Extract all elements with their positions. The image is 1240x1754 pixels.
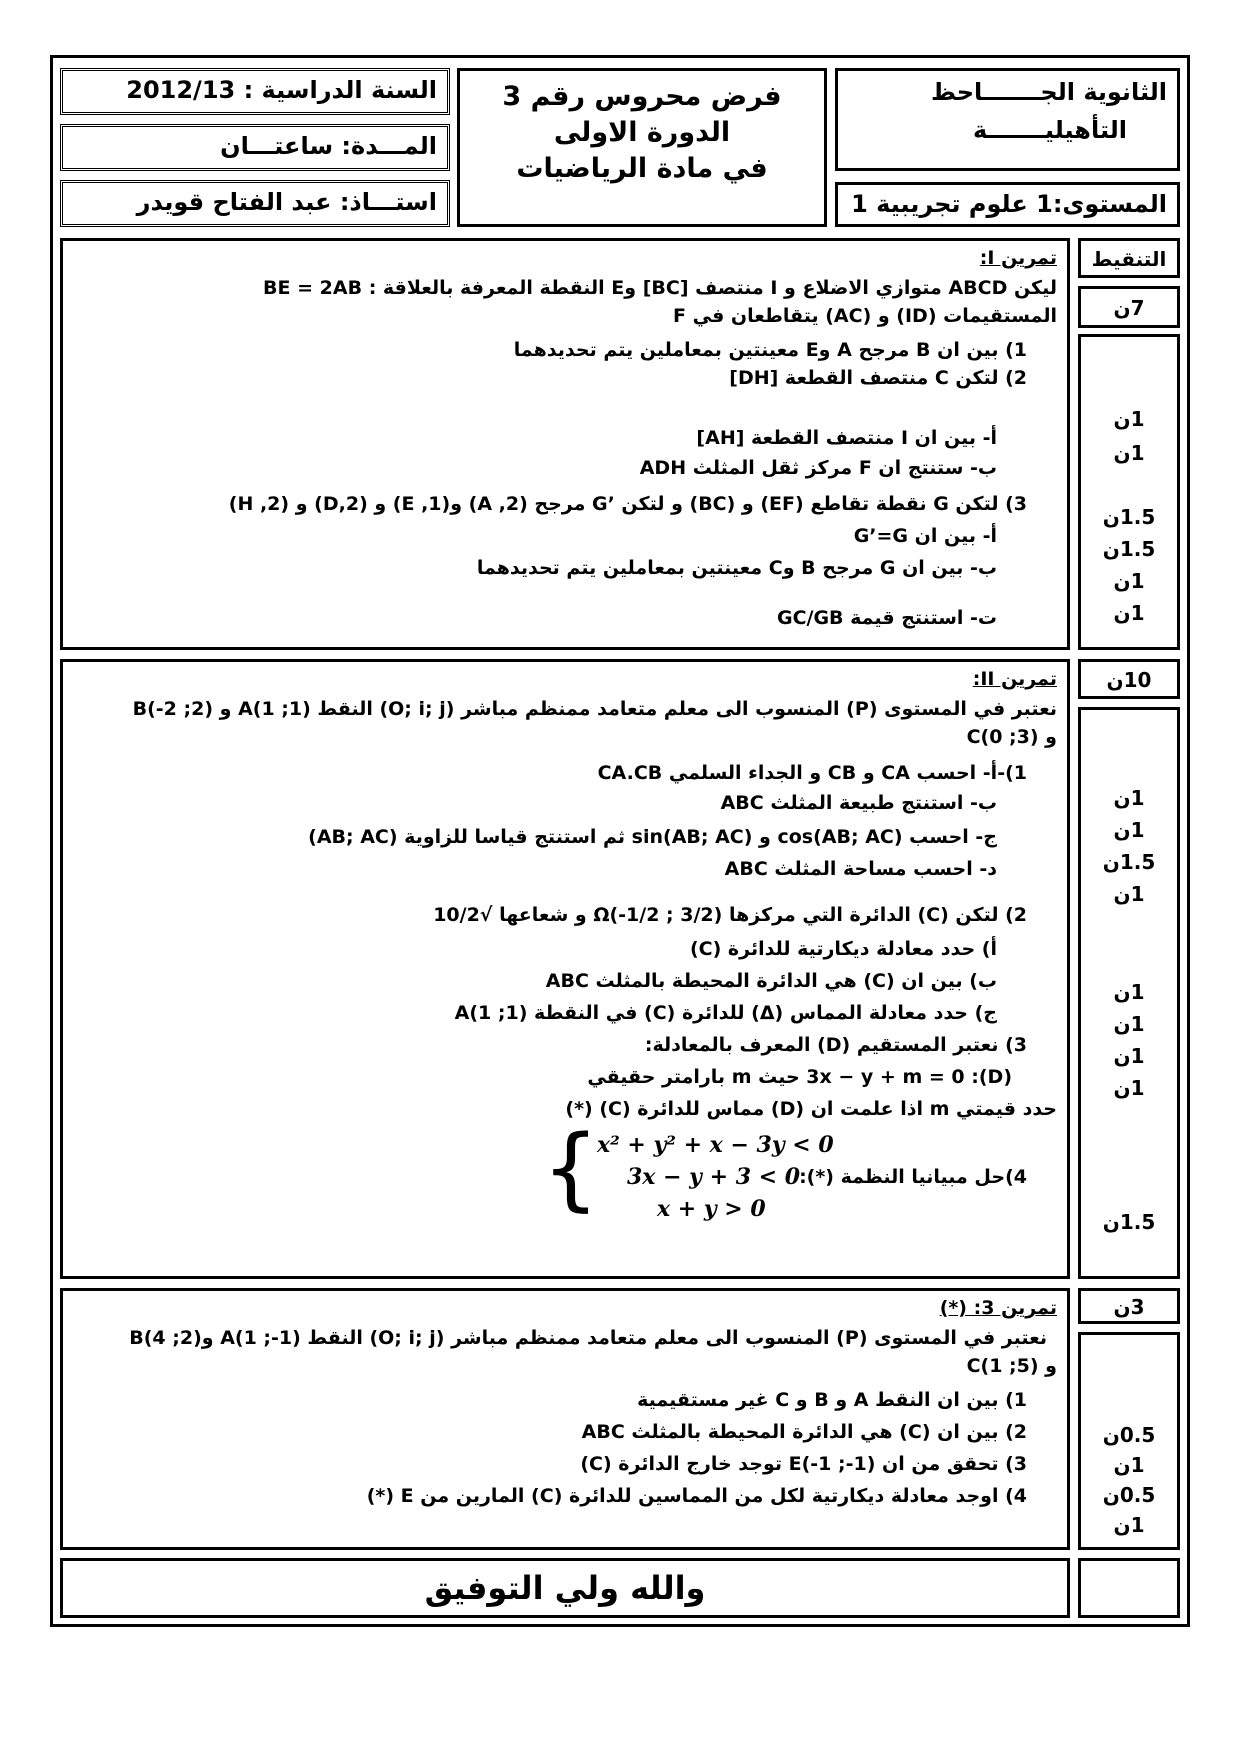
grading-label: التنقيط — [1091, 247, 1167, 271]
school-line1: الثانوية الجـــــــاحظ — [931, 78, 1167, 106]
ex2-score: 1ن — [1113, 1076, 1145, 1100]
ex2-line: نعتبر في المستوى (P) المنسوب الى معلم متعامد ممنظم مباشر (O; i; j) النقط A(1 ;1) و (2; 2-)B — [132, 698, 1057, 720]
ex2-total-score: 10ن — [1106, 668, 1152, 692]
ex1-scores-box — [1078, 334, 1180, 650]
ex1-line: أ- بين ان I منتصف القطعة [AH] — [696, 427, 997, 449]
ex2-line: ب) بين ان (C) هي الدائرة المحيطة بالمثلث ABC — [545, 970, 997, 992]
ex3-line: نعتبر في المستوى (P) المنسوب الى معلم متعامد ممنظم مباشر (O; i; j) النقط A(1 ;-1) و(2; 4)B — [129, 1327, 1047, 1349]
teacher: استـــاذ: عبد الفتاح قويدر — [136, 188, 437, 216]
exercise1-title: تمرين I: — [979, 247, 1057, 269]
ex2-system-eq: x² + y² + x − 3y < 0 — [597, 1132, 834, 1158]
exam-title: فرض محروس رقم 3 — [502, 81, 782, 112]
ex2-score: 1ن — [1113, 882, 1145, 906]
ex2-line: أ) حدد معادلة ديكارتية للدائرة (C) — [689, 938, 997, 960]
ex3-line: و C(1 ;5) — [966, 1355, 1057, 1377]
ex3-score: 1ن — [1113, 1453, 1145, 1477]
ex3-line: 2) بين ان (C) هي الدائرة المحيطة بالمثلث ABC — [581, 1421, 1027, 1443]
ex2-line: ج) حدد معادلة المماس (Δ) للدائرة (C) في النقطة A(1 ;1) — [454, 1002, 997, 1024]
footer-box — [60, 1558, 1070, 1618]
ex2-line: (D): 3x − y + m = 0 حيث m بارامتر حقيقي — [587, 1066, 1012, 1088]
ex2-score: 1.5ن — [1102, 1210, 1156, 1234]
ex2-score: 1ن — [1113, 980, 1145, 1004]
school-box — [835, 68, 1180, 171]
ex1-line: ليكن ABCD متوازي الاضلاع و I منتصف [BC] وE النقطة المعرفة بالعلاقة : BE = 2AB — [263, 277, 1057, 299]
ex2-score: 1ن — [1113, 1012, 1145, 1036]
ex1-line: 2) لتكن C منتصف القطعة [DH] — [729, 367, 1027, 389]
ex2-score: 1ن — [1113, 1044, 1145, 1068]
ex2-line: ج- احسب cos(AB; AC) و sin(AB; AC) ثم استنتج قياسا للزاوية (AB; AC) — [308, 826, 997, 848]
ex2-scores-box — [1078, 707, 1180, 1279]
ex1-score: 1ن — [1113, 569, 1145, 593]
ex3-score: 0.5ن — [1102, 1423, 1156, 1447]
ex3-scores-box — [1078, 1332, 1180, 1550]
ex1-line: أ- بين ان G’=G — [853, 525, 997, 547]
ex1-score: 1.5ن — [1102, 537, 1156, 561]
ex1-total-box — [1078, 286, 1180, 328]
ex3-line: 1) بين ان النقط A و B و C غير مستقيمية — [637, 1389, 1027, 1411]
duration: المـــدة: ساعتـــان — [220, 132, 437, 160]
ex3-line: 4) اوجد معادلة ديكارتية لكل من المماسين للدائرة (C) المارين من E (*) — [366, 1485, 1027, 1507]
title-box — [457, 68, 827, 227]
session-title: الدورة الاولى — [553, 117, 731, 148]
ex2-system-eq: x + y > 0 — [657, 1196, 766, 1222]
ex1-score: 1ن — [1113, 441, 1145, 465]
exercise1-box — [60, 238, 1070, 650]
ex2-system-eq: 3x − y + 3 < 0 — [627, 1164, 801, 1190]
exercise2-title: تمرين II: — [972, 668, 1057, 690]
ex2-score: 1.5ن — [1102, 850, 1156, 874]
ex2-line: ب- استنتج طبيعة المثلث ABC — [720, 792, 997, 814]
exercise3-title: تمرين 3: (*) — [939, 1297, 1057, 1319]
ex2-line: 4)حل مبيانيا النظمة (*): — [799, 1166, 1027, 1188]
year-box — [60, 68, 450, 115]
ex2-score: 1ن — [1113, 786, 1145, 810]
ex2-line: 1)-أ- احسب CA و CB و الجداء السلمي CA.CB — [597, 762, 1027, 784]
school-line2: التأهيليـــــــة — [972, 116, 1127, 144]
ex1-line: 3) لتكن G نقطة تقاطع (EF) و (BC) و لتكن ’G مرجح (A ,2) و(E ,1) و (D,2) و (H ,2) — [228, 493, 1027, 515]
ex2-line: حدد قيمتي m اذا علمت ان (D) مماس للدائرة (C) (*) — [565, 1098, 1057, 1120]
teacher-box — [60, 180, 450, 227]
ex1-score: 1ن — [1113, 601, 1145, 625]
ex3-line: 3) تحقق من ان E(-1 ;-1) توجد خارج الدائرة (C) — [580, 1453, 1027, 1475]
ex1-line: ب- بين ان G مرجح B وC معينتين بمعاملين يتم تحديدهما — [476, 557, 997, 579]
ex1-score: 1ن — [1113, 407, 1145, 431]
ex2-total-box — [1078, 659, 1180, 699]
ex1-line: ت- استنتج قيمة GC/GB — [776, 607, 997, 629]
ex1-line: 1) بين ان B مرجح A وE معينتين بمعاملين يتم تحديدهما — [513, 339, 1027, 361]
exercise2-box — [60, 659, 1070, 1279]
ex1-total-score: 7ن — [1113, 296, 1145, 320]
ex2-score: 1ن — [1113, 818, 1145, 842]
ex2-line: 2) لتكن (C) الدائرة التي مركزها Ω(-1/2 ; 3/2) و شعاعها √10/2 — [433, 904, 1027, 926]
ex2-line: و C(0 ;3) — [966, 726, 1057, 748]
system-brace: { — [542, 1116, 600, 1221]
ex3-total-box — [1078, 1288, 1180, 1324]
ex2-line: د- احسب مساحة المثلث ABC — [724, 858, 997, 880]
exercise3-box — [60, 1288, 1070, 1550]
duration-box — [60, 124, 450, 171]
ex3-score: 0.5ن — [1102, 1483, 1156, 1507]
level-box — [835, 182, 1180, 227]
school-year: السنة الدراسية : 2012/13 — [126, 76, 437, 104]
footer-score-box — [1078, 1558, 1180, 1618]
grading-label-box — [1078, 238, 1180, 278]
ex3-score: 1ن — [1113, 1513, 1145, 1537]
ex2-line: 3) نعتبر المستقيم (D) المعرف بالمعادلة: — [644, 1034, 1027, 1056]
level-text: المستوى:1 علوم تجريبية 1 — [851, 190, 1167, 218]
ex1-line: ب- ستنتج ان F مركز ثقل المثلث ADH — [639, 457, 997, 479]
subject-title: في مادة الرياضيات — [516, 153, 768, 184]
ex1-score: 1.5ن — [1102, 505, 1156, 529]
ex1-line: المستقيمات (ID) و (AC) يتقاطعان في F — [673, 305, 1057, 327]
ex3-total-score: 3ن — [1113, 1295, 1145, 1319]
closing-phrase: والله ولي التوفيق — [424, 1569, 706, 1607]
